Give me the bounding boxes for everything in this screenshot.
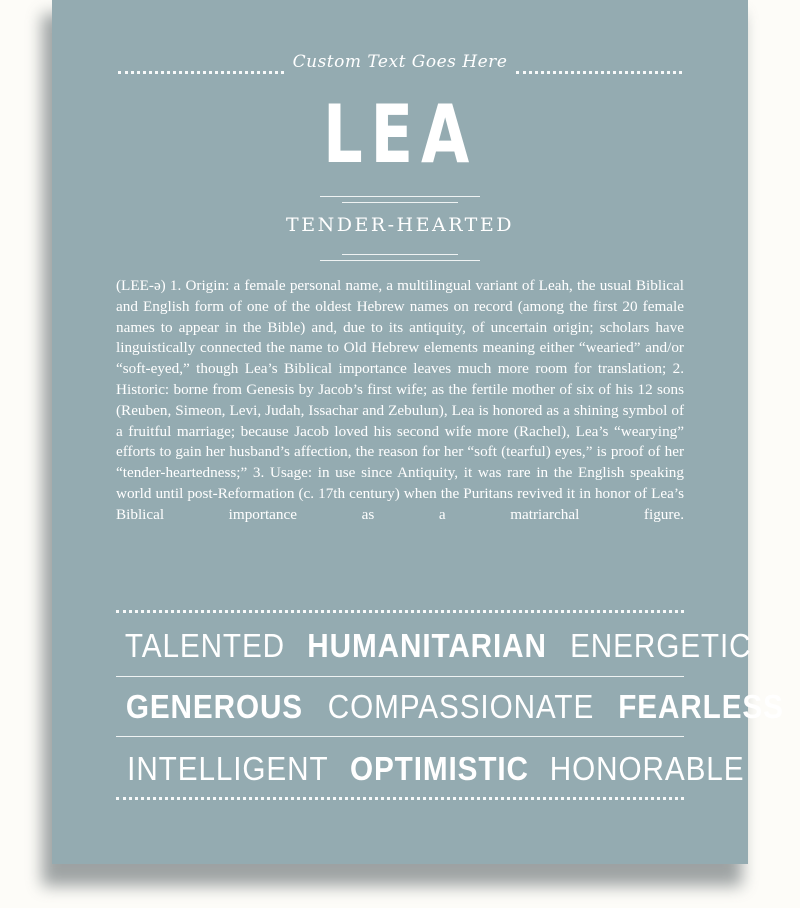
trait-word: TALENTED [124, 627, 286, 664]
trait-row-1 [116, 622, 752, 670]
name-poster [52, 0, 784, 864]
trait-word: HONORABLE [549, 750, 744, 787]
rule-bottom-long [320, 260, 480, 261]
dotted-divider-traits-bottom [116, 797, 684, 800]
trait-row-3 [116, 745, 744, 793]
trait-word: OPTIMISTIC [349, 750, 529, 787]
dotted-divider-right [516, 71, 682, 74]
rule-top-short [342, 202, 458, 203]
dotted-divider-traits-top [116, 610, 684, 613]
trait-word: FEARLESS [618, 688, 784, 725]
trait-word: INTELLIGENT [127, 750, 329, 787]
trait-separator [116, 736, 684, 737]
name-description: (LEE-ə) 1. Origin: a female personal name, a multilingual variant of Leah, the usual Biblical and English form of one of the oldest Hebrew names on record (among the first 20 female names to appear in the Bible) and, due to its antiquity, of uncertain origin; scholars have linguistically connected the name to Old Hebrew elements meaning either “wearied” and/or “soft-eyed,” though Lea’s Biblical importance leaves much more room for translation; 2. Historic: borne from Genesis by Jacob’s first wife; as the fertile mother of six of his 12 sons (Reuben, Simeon, Levi, Judah, Issachar and Zebulun), Lea is honored as a shining symbol of a fruitful marriage; because Jacob loved his second wife more (Rachel), Lea’s “wearying” efforts to gain her husband’s affection, the reason for her “soft (tearful) eyes,” is proof of her “tender-heartedness;” 3. Usage: in use since Antiquity, it was rare in the English speaking world until post-Reformation (c. 17th century) when the Puritans revived it in honor of Lea’s Biblical importance as a matriarchal figure. [116, 277, 684, 523]
custom-text: Custom Text Goes Here [292, 52, 508, 72]
trait-separator [116, 676, 684, 677]
trait-row-2 [116, 683, 784, 731]
rule-top-long [320, 196, 480, 197]
trait-word: ENERGETIC [570, 627, 752, 664]
trait-word: GENEROUS [125, 688, 304, 725]
name-title: LEA [322, 88, 478, 181]
name-meaning: TENDER-HEARTED [286, 214, 514, 236]
dotted-divider-left [118, 71, 284, 74]
trait-word: COMPASSIONATE [327, 688, 595, 725]
rule-bottom-short [342, 254, 458, 255]
trait-word: HUMANITARIAN [307, 627, 547, 664]
